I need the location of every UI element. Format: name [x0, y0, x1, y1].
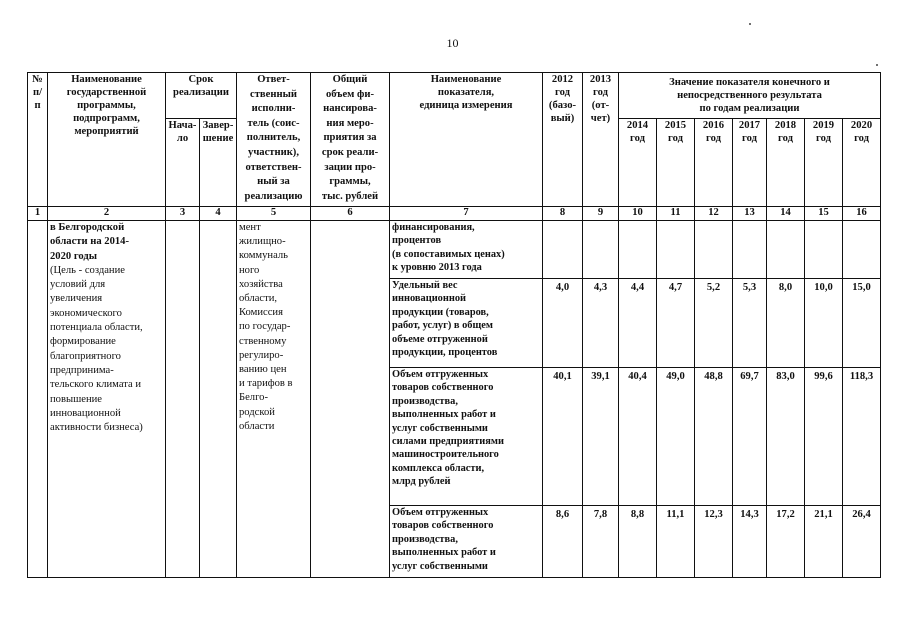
financing-cell: [311, 221, 390, 578]
scan-speck: [876, 64, 878, 66]
column-number: 16: [843, 207, 881, 221]
value-2015: 11,1: [657, 506, 695, 578]
header-num: № п/п: [28, 73, 48, 207]
executor-cell: мент жилищно- коммуналь ного хозяйства области, Комиссия по государ- ственному регулиро- ванию цен и тарифов в Белго- родской области: [237, 221, 311, 578]
page-number: 10: [446, 36, 459, 50]
value-2019: 99,6: [805, 368, 843, 506]
header-financing-volume: Общий объем фи- нансирова- ния меро- приятия за срок реали- зации про- граммы, тыс. рублей: [311, 73, 390, 207]
program-description: [48, 221, 166, 578]
end-cell: [200, 221, 237, 578]
header-end: Завер- шение: [200, 119, 237, 207]
value-2018: 8,0: [767, 279, 805, 368]
column-number: 14: [767, 207, 805, 221]
value-2012: 8,6: [543, 506, 583, 578]
row-number-cell: [28, 221, 48, 578]
value-2017: [733, 221, 767, 279]
column-number: 12: [695, 207, 733, 221]
header-executor: Ответ- ственный исполни- тель (соис- полнитель, участник), ответствен- ный за реализацию: [237, 73, 311, 207]
header-2013: 2013 год (от- чет): [583, 73, 619, 207]
start-cell: [166, 221, 200, 578]
value-2016: [695, 221, 733, 279]
value-2018: 83,0: [767, 368, 805, 506]
value-2012: 4,0: [543, 279, 583, 368]
value-2016: 12,3: [695, 506, 733, 578]
value-2013: 7,8: [583, 506, 619, 578]
header-year: 2016 год: [695, 119, 733, 207]
scan-speck: [749, 23, 751, 25]
column-number: 10: [619, 207, 657, 221]
header-year: 2017 год: [733, 119, 767, 207]
column-number: 9: [583, 207, 619, 221]
header-2012: 2012 год (базо- вый): [543, 73, 583, 207]
header-year: 2015 год: [657, 119, 695, 207]
value-2015: 4,7: [657, 279, 695, 368]
value-2020: [843, 221, 881, 279]
value-2013: 4,3: [583, 279, 619, 368]
indicators-table: [27, 72, 881, 578]
value-2020: 15,0: [843, 279, 881, 368]
column-number: 7: [390, 207, 543, 221]
value-2017: 5,3: [733, 279, 767, 368]
column-number: 8: [543, 207, 583, 221]
value-2016: 5,2: [695, 279, 733, 368]
header-indicator: Наименование показателя, единица измерения: [390, 73, 543, 207]
program-title: в Белгородской области на 2014- 2020 годы: [50, 222, 129, 262]
value-2012: [543, 221, 583, 279]
header-year: 2020 год: [843, 119, 881, 207]
table-row: [28, 221, 881, 279]
header-values-group: Значение показателя конечного и непосредственного результата по годам реализации: [619, 73, 881, 119]
header-row-1: [28, 73, 881, 119]
column-number-row: [28, 207, 881, 221]
value-2019: 10,0: [805, 279, 843, 368]
indicator-name: Объем отгруженных товаров собственного производства, выполненных работ и услуг собственными силами предприятиями машиностроительного комплекса области, млрд рублей: [390, 368, 543, 506]
value-2020: 26,4: [843, 506, 881, 578]
column-number: 11: [657, 207, 695, 221]
value-2015: [657, 221, 695, 279]
header-year: 2018 год: [767, 119, 805, 207]
value-2017: 69,7: [733, 368, 767, 506]
value-2019: 21,1: [805, 506, 843, 578]
column-number: 1: [28, 207, 48, 221]
value-2013: [583, 221, 619, 279]
column-number: 15: [805, 207, 843, 221]
indicator-name: Объем отгруженных товаров собственного производства, выполненных работ и услуг собственными: [390, 506, 543, 578]
program-goal: (Цель - создание условий для увеличения экономического потенциала области, формирование благоприятного предпринима- тельского климата и повышение инновационной активности бизнеса): [50, 264, 143, 434]
value-2015: 49,0: [657, 368, 695, 506]
indicator-name: Удельный вес инновационной продукции (товаров, работ, услуг) в общем объеме отгруженной продукции, процентов: [390, 279, 543, 368]
value-2018: 17,2: [767, 506, 805, 578]
value-2014: 4,4: [619, 279, 657, 368]
header-year: 2014 год: [619, 119, 657, 207]
value-2020: 118,3: [843, 368, 881, 506]
header-period: Срок реализации: [166, 73, 237, 119]
header-program-name: Наименование государственной программы, подпрограмм, мероприятий: [48, 73, 166, 207]
value-2017: 14,3: [733, 506, 767, 578]
value-2014: 40,4: [619, 368, 657, 506]
value-2014: [619, 221, 657, 279]
indicator-name: финансирования, процентов (в сопоставимых ценах) к уровню 2013 года: [390, 221, 543, 279]
column-number: 4: [200, 207, 237, 221]
column-number: 13: [733, 207, 767, 221]
value-2016: 48,8: [695, 368, 733, 506]
column-number: 3: [166, 207, 200, 221]
column-number: 2: [48, 207, 166, 221]
header-start: Нача- ло: [166, 119, 200, 207]
value-2019: [805, 221, 843, 279]
value-2014: 8,8: [619, 506, 657, 578]
value-2012: 40,1: [543, 368, 583, 506]
value-2018: [767, 221, 805, 279]
header-year: 2019 год: [805, 119, 843, 207]
column-number: 5: [237, 207, 311, 221]
value-2013: 39,1: [583, 368, 619, 506]
column-number: 6: [311, 207, 390, 221]
